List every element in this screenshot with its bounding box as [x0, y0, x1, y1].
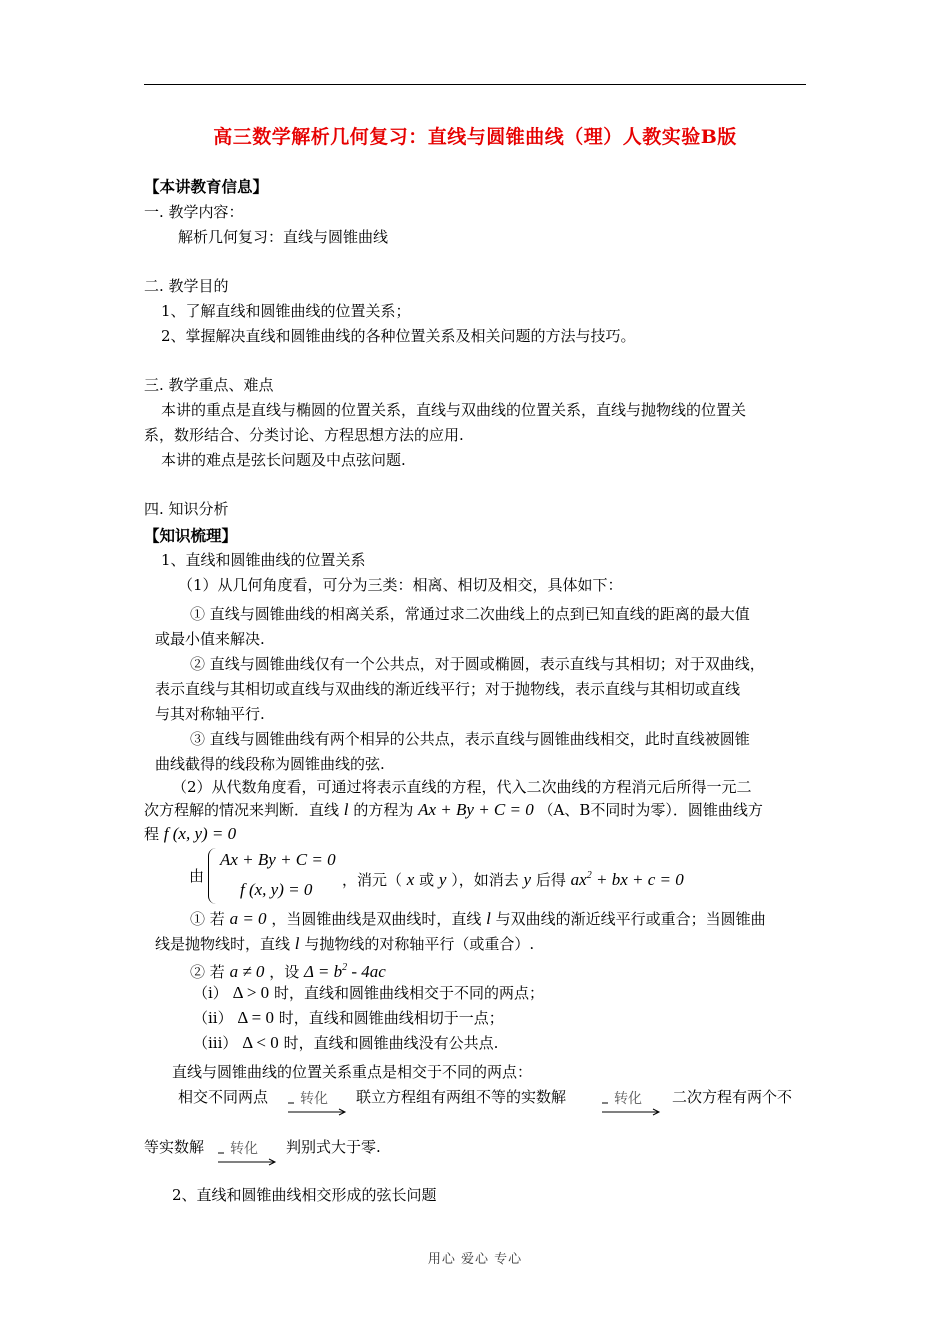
convert-arrow-2 — [600, 1090, 664, 1118]
system-you: 由 — [189, 867, 205, 885]
math-a-zero: a = 0 — [229, 909, 267, 928]
math-l-2: l — [486, 909, 491, 928]
sub-case-ii: （ii） Δ = 0 时，直线和圆锥曲线相切于一点； — [193, 1008, 504, 1027]
chain-quadratic: 二次方程有两个不 — [672, 1088, 793, 1106]
p2-algebra-line1: （2）从代数角度看，可通过将表示直线的方程，代入二次曲线的方程消元后所得一元二 — [172, 778, 752, 796]
math-y-2: y — [523, 870, 532, 889]
s3-heading: 三. 教学重点、难点 — [144, 376, 274, 394]
summary-line: 直线与圆锥曲线的位置关系重点是相交于不同的两点： — [172, 1063, 533, 1081]
math-y: y — [438, 870, 447, 889]
p2-text-c: （A、B不同时为零）．圆锥曲线方 — [538, 801, 763, 819]
page-footer: 用心 爱心 专心 — [427, 1252, 523, 1267]
convert-arrow-3 — [216, 1140, 280, 1168]
math-discriminant: $\Delta = b^2 - 4ac$ — [303, 962, 386, 981]
math-d-pos: Δ > 0 — [232, 983, 270, 1002]
p2-text-a: 次方程解的情况来判断．直线 — [144, 801, 340, 819]
math-quadratic: $ax^2$ + bx + c = 0 — [570, 870, 684, 889]
math-x: x — [406, 870, 415, 889]
math-curve-equation: f (x, y) = 0 — [163, 824, 237, 843]
p2-algebra-line2 — [144, 800, 763, 820]
s1-heading: 一. 教学内容： — [144, 203, 244, 221]
p2-title: 2、直线和圆锥曲线相交形成的弦长问题 — [172, 1186, 437, 1204]
header-rule — [144, 84, 806, 85]
chain-discriminant: 判别式大于零. — [286, 1138, 381, 1156]
knowledge-header: 【知识梳理】 — [144, 526, 238, 545]
s4-heading: 四. 知识分析 — [144, 500, 229, 518]
system-eq-line: Ax + By + C = 0 — [220, 850, 336, 869]
convert-arrow-1 — [286, 1090, 350, 1118]
section-header: 【本讲教育信息】 — [144, 177, 269, 196]
case-two-points-line1: ③ 直线与圆锥曲线有两个相异的公共点，表示直线与圆锥曲线相交，此时直线被圆锥 — [190, 730, 750, 748]
chain-system: 联立方程组有两组不等的实数解 — [356, 1088, 567, 1106]
case-one-point-line2: 表示直线与其相切或直线与双曲线的渐近线平行；对于抛物线，表示直线与其相切或直线 — [155, 680, 741, 698]
s3-line-2: 系，数形结合、分类讨论、方程思想方法的应用. — [144, 426, 464, 444]
math-a-nonzero: a ≠ 0 — [229, 962, 265, 981]
chain-intersect: 相交不同两点 — [178, 1088, 269, 1106]
case-separate-line2: 或最小值来解决. — [155, 630, 265, 648]
case-a-zero-line2: 线是抛物线时，直线 l 与抛物线的对称轴平行（或重合）. — [155, 934, 535, 953]
case-two-points-line2: 曲线截得的线段称为圆锥曲线的弦. — [155, 755, 385, 773]
system-elimination — [342, 866, 684, 890]
sys-text-1: ，消元（ — [342, 871, 403, 889]
case-separate-line1: ① 直线与圆锥曲线的相离关系，常通过求二次曲线上的点到已知直线的距离的最大值 — [190, 605, 750, 623]
math-l-3: l — [294, 934, 300, 953]
math-line-equation: Ax + By + C = 0 — [418, 800, 534, 819]
convert-label-2: 转化 — [614, 1091, 642, 1107]
document-title: 高三数学解析几何复习：直线与圆锥曲线（理）人教实验B版 — [213, 126, 737, 148]
sys-text-2: ），如消去 — [451, 871, 519, 889]
case-one-point-line1: ② 直线与圆锥曲线仅有一个公共点，对于圆或椭圆，表示直线与其相切；对于双曲线， — [190, 655, 765, 673]
sys-text-3: 后得 — [535, 871, 566, 889]
sub-case-i: （i） Δ > 0 时，直线和圆锥曲线相交于不同的两点； — [193, 983, 544, 1002]
p1-title: 1、直线和圆锥曲线的位置关系 — [161, 551, 366, 569]
convert-label-3: 转化 — [230, 1141, 258, 1157]
sys-text-or: 或 — [419, 871, 435, 889]
s3-line-1: 本讲的重点是直线与椭圆的位置关系，直线与双曲线的位置关系，直线与抛物线的位置关 — [161, 401, 747, 419]
s1-body: 解析几何复习：直线与圆锥曲线 — [178, 228, 389, 246]
system-eq-curve: f (x, y) = 0 — [240, 880, 313, 899]
p2-text-b: 的方程为 — [353, 801, 414, 819]
p2-algebra-line3 — [144, 824, 236, 844]
case-one-point-line3: 与其对称轴平行. — [155, 705, 265, 723]
s2-item-2: 2、掌握解决直线和圆锥曲线的各种位置关系及相关问题的方法与技巧。 — [161, 327, 636, 345]
s2-item-1: 1、了解直线和圆锥曲线的位置关系； — [161, 302, 411, 320]
convert-label-1: 转化 — [300, 1091, 328, 1107]
sub-case-iii: （iii） Δ < 0 时，直线和圆锥曲线没有公共点. — [193, 1033, 499, 1052]
system-brace — [208, 848, 219, 904]
math-l: l — [343, 800, 349, 819]
case-a-zero-line1: ① 若 a = 0 ，当圆锥曲线是双曲线时，直线 l 与双曲线的渐近线平行或重合；当圆锥曲 — [190, 909, 766, 928]
s2-heading: 二. 教学目的 — [144, 277, 229, 295]
case-a-nonzero: ② 若 a ≠ 0 ，设 $\Delta = b^2 - 4ac$ — [190, 962, 386, 981]
p2-text-d: 程 — [144, 825, 160, 843]
math-d-zero: Δ = 0 — [237, 1008, 274, 1027]
math-d-neg: Δ < 0 — [242, 1033, 279, 1052]
s3-line-3: 本讲的难点是弦长问题及中点弦问题. — [161, 451, 406, 469]
chain-real-roots: 等实数解 — [144, 1138, 205, 1156]
p1-geometry: （1）从几何角度看，可分为三类：相离、相切及相交，具体如下： — [178, 576, 623, 594]
